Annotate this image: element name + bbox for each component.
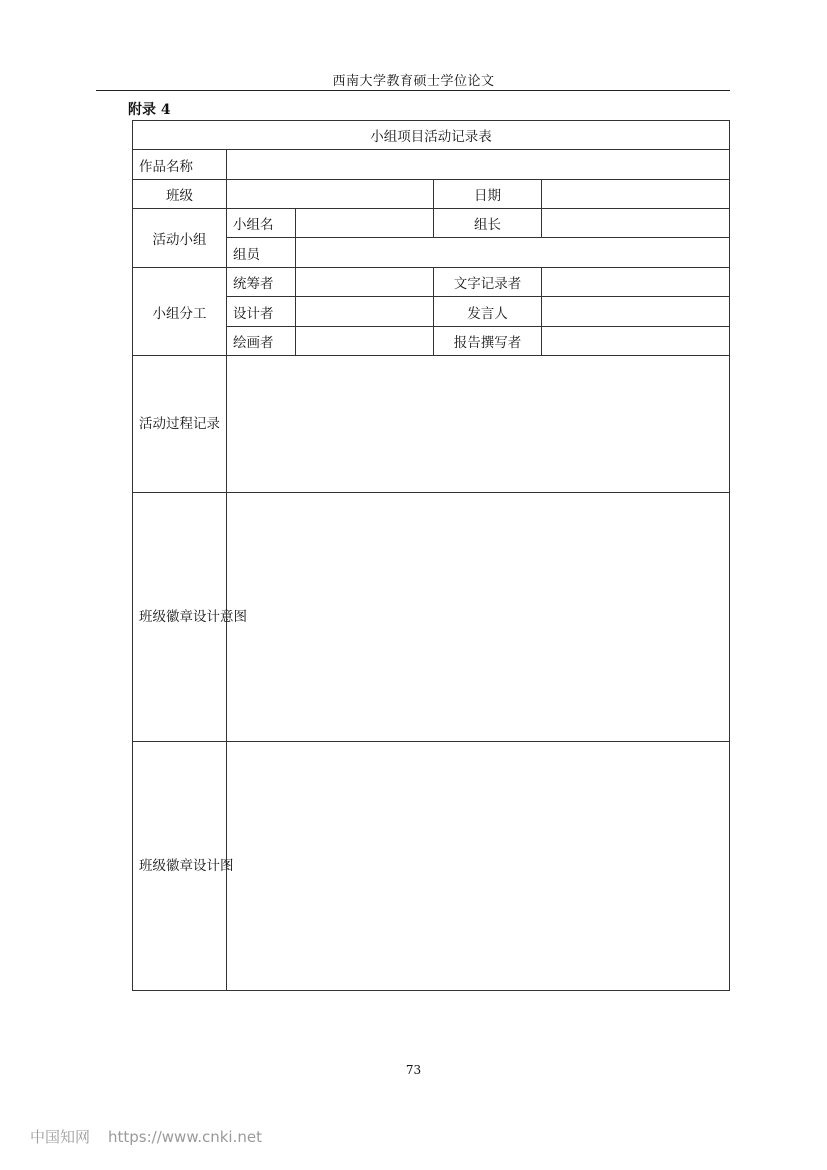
speaker-label: 发言人: [434, 297, 542, 327]
members-field[interactable]: [296, 238, 730, 268]
class-field[interactable]: [227, 180, 434, 209]
cnki-watermark: [30, 1126, 262, 1147]
badge-intent-label: 班级徽章设计意图: [133, 493, 227, 742]
date-field[interactable]: [542, 180, 730, 209]
members-label: 组员: [227, 238, 296, 268]
running-header: 西南大学教育硕士学位论文: [332, 74, 495, 89]
activity-record-table: [132, 120, 730, 991]
division-label: 小组分工: [133, 268, 227, 356]
badge-design-label: 班级徽章设计图: [133, 742, 227, 991]
badge-design-field[interactable]: [227, 742, 730, 991]
report-writer-label: 报告撰写者: [434, 327, 542, 356]
illustrator-field[interactable]: [296, 327, 434, 356]
group-label: 活动小组: [133, 209, 227, 268]
watermark-url: https://www.cnki.net: [108, 1128, 262, 1146]
date-label: 日期: [434, 180, 542, 209]
leader-field[interactable]: [542, 209, 730, 238]
header-divider: [96, 90, 730, 91]
illustrator-label: 绘画者: [227, 327, 296, 356]
recorder-label: 文字记录者: [434, 268, 542, 297]
work-name-label: 作品名称: [133, 150, 227, 180]
appendix-label: 附录 4: [128, 102, 171, 118]
badge-intent-field[interactable]: [227, 493, 730, 742]
process-record-field[interactable]: [227, 356, 730, 493]
page-number: 73: [405, 1063, 422, 1077]
coordinator-field[interactable]: [296, 268, 434, 297]
group-name-field[interactable]: [296, 209, 434, 238]
speaker-field[interactable]: [542, 297, 730, 327]
class-label: 班级: [133, 180, 227, 209]
recorder-field[interactable]: [542, 268, 730, 297]
designer-field[interactable]: [296, 297, 434, 327]
leader-label: 组长: [434, 209, 542, 238]
watermark-brand: 中国知网: [30, 1128, 91, 1146]
table-title: 小组项目活动记录表: [133, 121, 730, 150]
group-name-label: 小组名: [227, 209, 296, 238]
report-writer-field[interactable]: [542, 327, 730, 356]
process-record-label: 活动过程记录: [133, 356, 227, 493]
coordinator-label: 统筹者: [227, 268, 296, 297]
designer-label: 设计者: [227, 297, 296, 327]
work-name-field[interactable]: [227, 150, 730, 180]
